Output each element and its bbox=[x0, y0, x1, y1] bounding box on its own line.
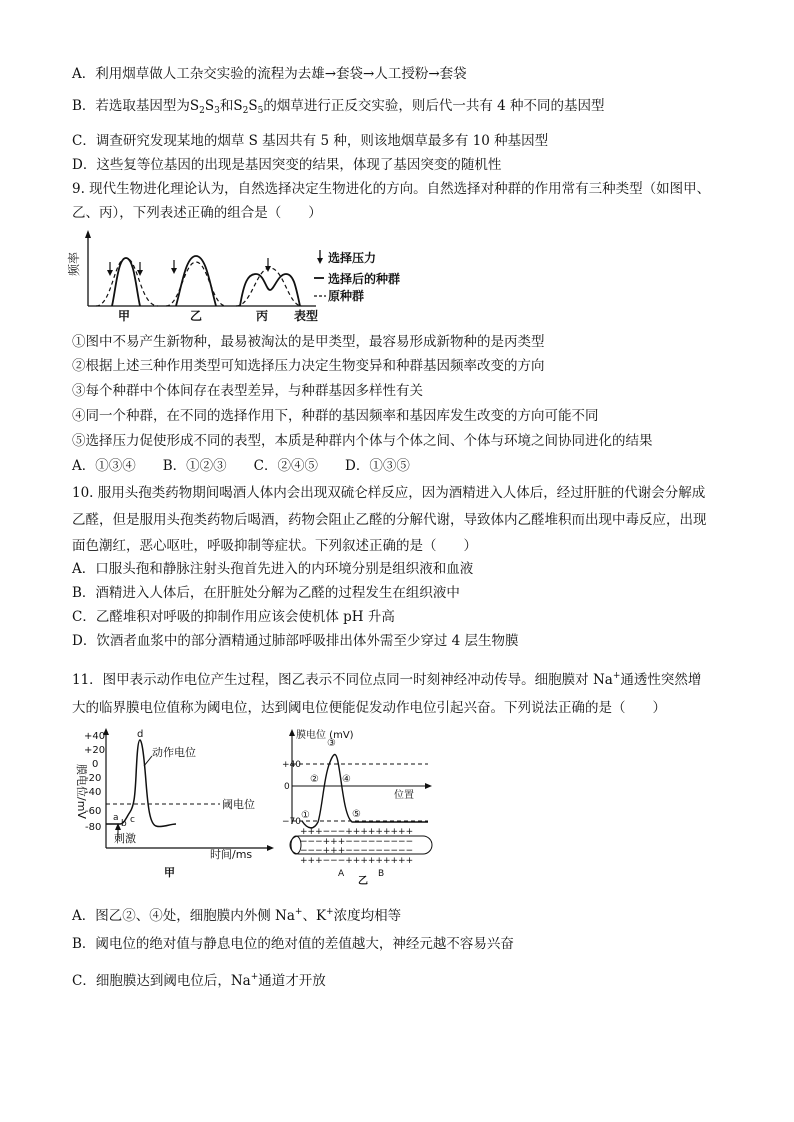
q11-stem-line-2: 大的临界膜电位值称为阈电位，达到阈电位便能促发动作电位引起兴奋。下列说法正确的是（ ） bbox=[72, 700, 666, 716]
q11-yi-tick-40: +40 bbox=[282, 760, 301, 770]
q11-yi-label-b: B bbox=[378, 869, 385, 879]
q11-yi-circle-5: ⑤ bbox=[352, 809, 361, 820]
q10-stem-line-3: 面色潮红，恶心呕吐，呼吸抑制等症状。下列叙述正确的是（ ） bbox=[72, 538, 477, 554]
q11-jia-threshold-label: 阈电位 bbox=[222, 798, 255, 811]
q11-jia-point-b: b bbox=[121, 819, 127, 829]
q11-jia-tick-n60: -60 bbox=[85, 806, 102, 817]
q11-yi-circle-1: ① bbox=[301, 810, 310, 821]
q11-jia-caption: 甲 bbox=[164, 866, 175, 879]
q9-ylabel: 频率 bbox=[67, 251, 81, 276]
q11-option-c: C．细胞膜达到阈电位后，Na+通道才开放 bbox=[72, 972, 326, 989]
q10-option-a: A．口服头孢和静脉注射头孢首先进入的内环境分别是组织液和血液 bbox=[72, 561, 474, 577]
q11-jia-tick-40: +40 bbox=[84, 731, 106, 742]
q11-yi-circle-3: ③ bbox=[327, 738, 336, 749]
q11-yi-caption: 乙 bbox=[358, 876, 368, 887]
q11-jia-ylabel: 膜电位/mV bbox=[75, 764, 88, 819]
q9-cat-jia: 甲 bbox=[118, 309, 131, 323]
q9-statement-2: ②根据上述三种作用类型可知选择压力决定生物变异和种群基因频率改变的方向 bbox=[72, 358, 545, 374]
q8-option-c: C．调查研究发现某地的烟草 S 基因共有 5 种，则该地烟草最多有 10 种基因型 bbox=[72, 133, 549, 149]
q9-statement-5: ⑤选择压力促使形成不同的表型，本质是种群内个体与个体之间、个体与环境之间协同进化的结果 bbox=[72, 433, 653, 449]
q10-option-b: B．酒精进入人体后，在肝脏处分解为乙醛的过程发生在组织液中 bbox=[72, 585, 460, 601]
q11-figure-yi bbox=[282, 726, 452, 888]
q11-jia-point-d: d bbox=[137, 729, 144, 740]
q11-jia-stimulus: 刺激 bbox=[114, 832, 136, 845]
q11-jia-point-a: a bbox=[113, 813, 119, 823]
q11-stem-line-1: 11．图甲表示动作电位产生过程，图乙表示不同位点同一时刻神经冲动传导。细胞膜对 Na+通透性突然增 bbox=[72, 671, 702, 688]
q11-yi-xlabel: 位置 bbox=[394, 790, 414, 801]
q9-selection-figure bbox=[67, 228, 432, 324]
q9-statement-4: ④同一个种群，在不同的选择作用下，种群的基因频率和基因库发生改变的方向可能不同 bbox=[72, 408, 599, 424]
q11-yi-outer-bottom: +++−−−+++++++++ bbox=[300, 856, 414, 866]
q11-yi-inner-top: −−−+++−−−−−−−−− bbox=[300, 837, 414, 847]
q10-stem-line-2: 乙醛，但是服用头孢类药物后喝酒，药物会阻止乙醛的分解代谢，导致体内乙醛堆积而出现中毒反应，出现 bbox=[72, 512, 707, 528]
q8-option-b: B．若选取基因型为$S_2S_3$和$S_2S_5$的烟草进行正反交实验，则后代一共有 4 种不同的基因型 bbox=[72, 98, 605, 116]
q10-stem-line-1: 10. 服用头孢类药物期间喝酒人体内会出现双硫仑样反应，因为酒精进入人体后，经过肝脏的代谢会分解成 bbox=[72, 485, 706, 501]
q9-statement-1: ①图中不易产生新物种，最易被淘汰的是甲类型，最容易形成新物种的是丙类型 bbox=[72, 334, 545, 350]
q11-option-a: A．图乙②、④处，细胞膜内外侧 Na+、K+浓度均相等 bbox=[72, 907, 402, 924]
q9-legend-pressure: 选择压力 bbox=[328, 251, 377, 265]
q9-stem-line-2: 乙、丙），下列表述正确的组合是（ ） bbox=[72, 205, 322, 221]
q11-jia-tick-20: +20 bbox=[84, 745, 106, 756]
q9-legend-after: 选择后的种群 bbox=[328, 272, 401, 286]
q8-option-b-prefix: B．若选取基因型为 bbox=[72, 98, 190, 114]
genotype-1: $S_2S_3$ bbox=[189, 98, 220, 116]
q11-yi-tick-70: −70 bbox=[282, 817, 301, 827]
q11-jia-tick-n40: -40 bbox=[85, 787, 102, 798]
q11-figure-jia bbox=[72, 726, 282, 881]
q11-yi-circle-4: ④ bbox=[342, 774, 351, 785]
q11-jia-tick-n80: -80 bbox=[85, 822, 102, 833]
q9-statement-3: ③每个种群中个体间存在表型差异，与种群基因多样性有关 bbox=[72, 383, 423, 399]
q11-jia-xlabel: 时间/ms bbox=[210, 848, 253, 861]
q10-option-d: D．饮酒者血浆中的部分酒精通过肺部呼吸排出体外需至少穿过 4 层生物膜 bbox=[72, 633, 519, 649]
q11-yi-circle-2: ② bbox=[310, 774, 319, 785]
q9-cat-yi: 乙 bbox=[190, 309, 203, 323]
q11-option-b: B．阈电位的绝对值与静息电位的绝对值的差值越大，神经元越不容易兴奋 bbox=[72, 936, 514, 952]
q9-cat-bing: 丙 bbox=[256, 309, 269, 323]
q9-options: A．①③④ B．①②③ C．②④⑤ D．①③⑤ bbox=[72, 458, 410, 474]
q11-jia-tick-n20: -20 bbox=[85, 773, 102, 784]
q9-xlabel: 表型 bbox=[294, 309, 319, 323]
q9-stem-line-1: 9. 现代生物进化理论认为，自然选择决定生物进化的方向。自然选择对种群的作用常有三种类型（如图甲、 bbox=[72, 181, 711, 197]
q11-jia-ap-label: 动作电位 bbox=[152, 746, 196, 759]
q11-jia-point-c: c bbox=[130, 815, 135, 825]
q11-yi-inner-bottom: −−−+++−−−−−−−−− bbox=[300, 846, 414, 856]
q11-yi-ylabel: 膜电位 (mV) bbox=[296, 730, 354, 741]
q11-yi-tick-0: 0 bbox=[284, 782, 290, 792]
q9-legend-original: 原种群 bbox=[328, 289, 365, 303]
q11-jia-tick-0: 0 bbox=[92, 759, 99, 770]
q8-option-d: D．这些复等位基因的出现是基因突变的结果，体现了基因突变的随机性 bbox=[72, 157, 502, 173]
q10-option-c: C．乙醛堆积对呼吸的抑制作用应该会使机体 pH 升高 bbox=[72, 609, 395, 625]
q11-yi-label-a: A bbox=[338, 869, 345, 879]
genotype-2: $S_2S_5$ bbox=[233, 98, 264, 116]
q8-option-a: A．利用烟草做人工杂交实验的流程为去雄→套袋→人工授粉→套袋 bbox=[72, 66, 467, 82]
q11-yi-outer-top: +++−−−+++++++++ bbox=[300, 827, 414, 837]
